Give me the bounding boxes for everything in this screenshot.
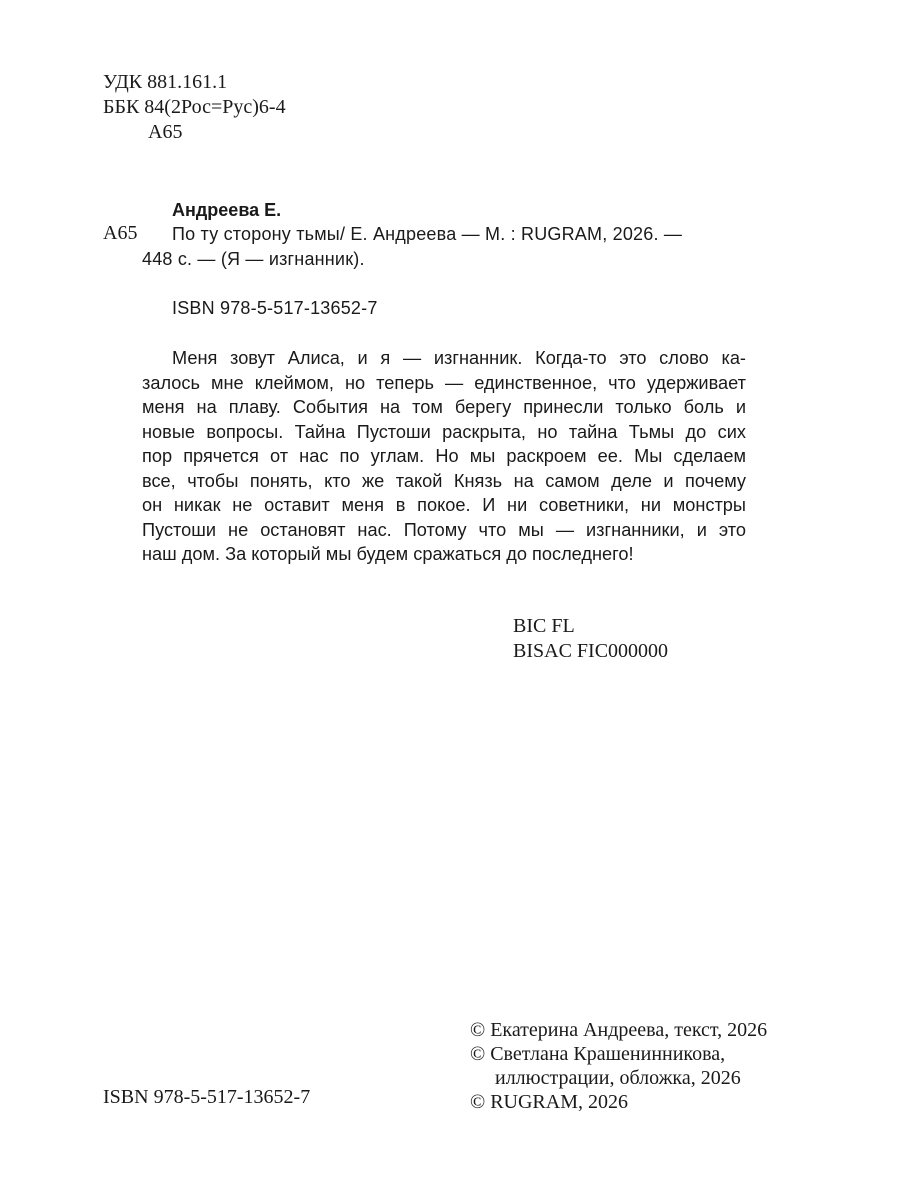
isbn-bottom: ISBN 978-5-517-13652-7 <box>103 1086 311 1108</box>
author-mark: А65 <box>148 121 183 143</box>
copyright-illustrator-detail: иллюстрации, обложка, 2026 <box>495 1067 741 1089</box>
bic-code: BIC FL <box>513 615 575 637</box>
udk-code: УДК 881.161.1 <box>103 71 228 93</box>
bbk-code: ББК 84(2Рос=Рус)6-4 <box>103 96 286 118</box>
copyright-illustrator: © Светлана Крашенинникова, <box>470 1043 726 1065</box>
bisac-code: BISAC FIC000000 <box>513 640 669 662</box>
author-name: Андреева Е. <box>172 200 282 220</box>
copyright-publisher: © RUGRAM, 2026 <box>470 1091 628 1113</box>
annotation-line: наш дом. За который мы будем сражаться до последнего! <box>142 544 634 564</box>
annotation-line: залось мне клеймом, но теперь — единственное, что удерживает <box>142 372 746 393</box>
side-author-mark: А65 <box>103 222 138 244</box>
annotation-line: Меня зовут Алиса, и я — изгнанник. Когда-то это слово ка- <box>172 348 746 368</box>
bibliographic-line-1: По ту сторону тьмы/ Е. Андреева — М. : RUGRAM, 2026. — <box>172 224 683 244</box>
bibliographic-line-2: 448 с. — (Я — изгнанник). <box>142 249 365 269</box>
annotation-line: он никак не оставит меня в покое. И ни советники, ни монстры <box>142 495 746 515</box>
annotation-line: меня на плаву. События на том берегу принесли только боль и <box>142 397 746 417</box>
annotation-paragraph <box>142 346 746 567</box>
annotation-line: новые вопросы. Тайна Пустоши раскрыта, но тайна Тьмы до сих <box>142 421 746 442</box>
annotation-line: пор прячется от нас по углам. Но мы раскроем ее. Мы сделаем <box>142 446 746 466</box>
copyright-author: © Екатерина Андреева, текст, 2026 <box>470 1019 768 1041</box>
annotation-line: все, чтобы понять, кто же такой Князь на самом деле и почему <box>142 470 746 491</box>
annotation-line: Пустоши не остановят нас. Потому что мы — изгнанники, и это <box>142 519 746 540</box>
isbn-top: ISBN 978-5-517-13652-7 <box>172 298 378 318</box>
